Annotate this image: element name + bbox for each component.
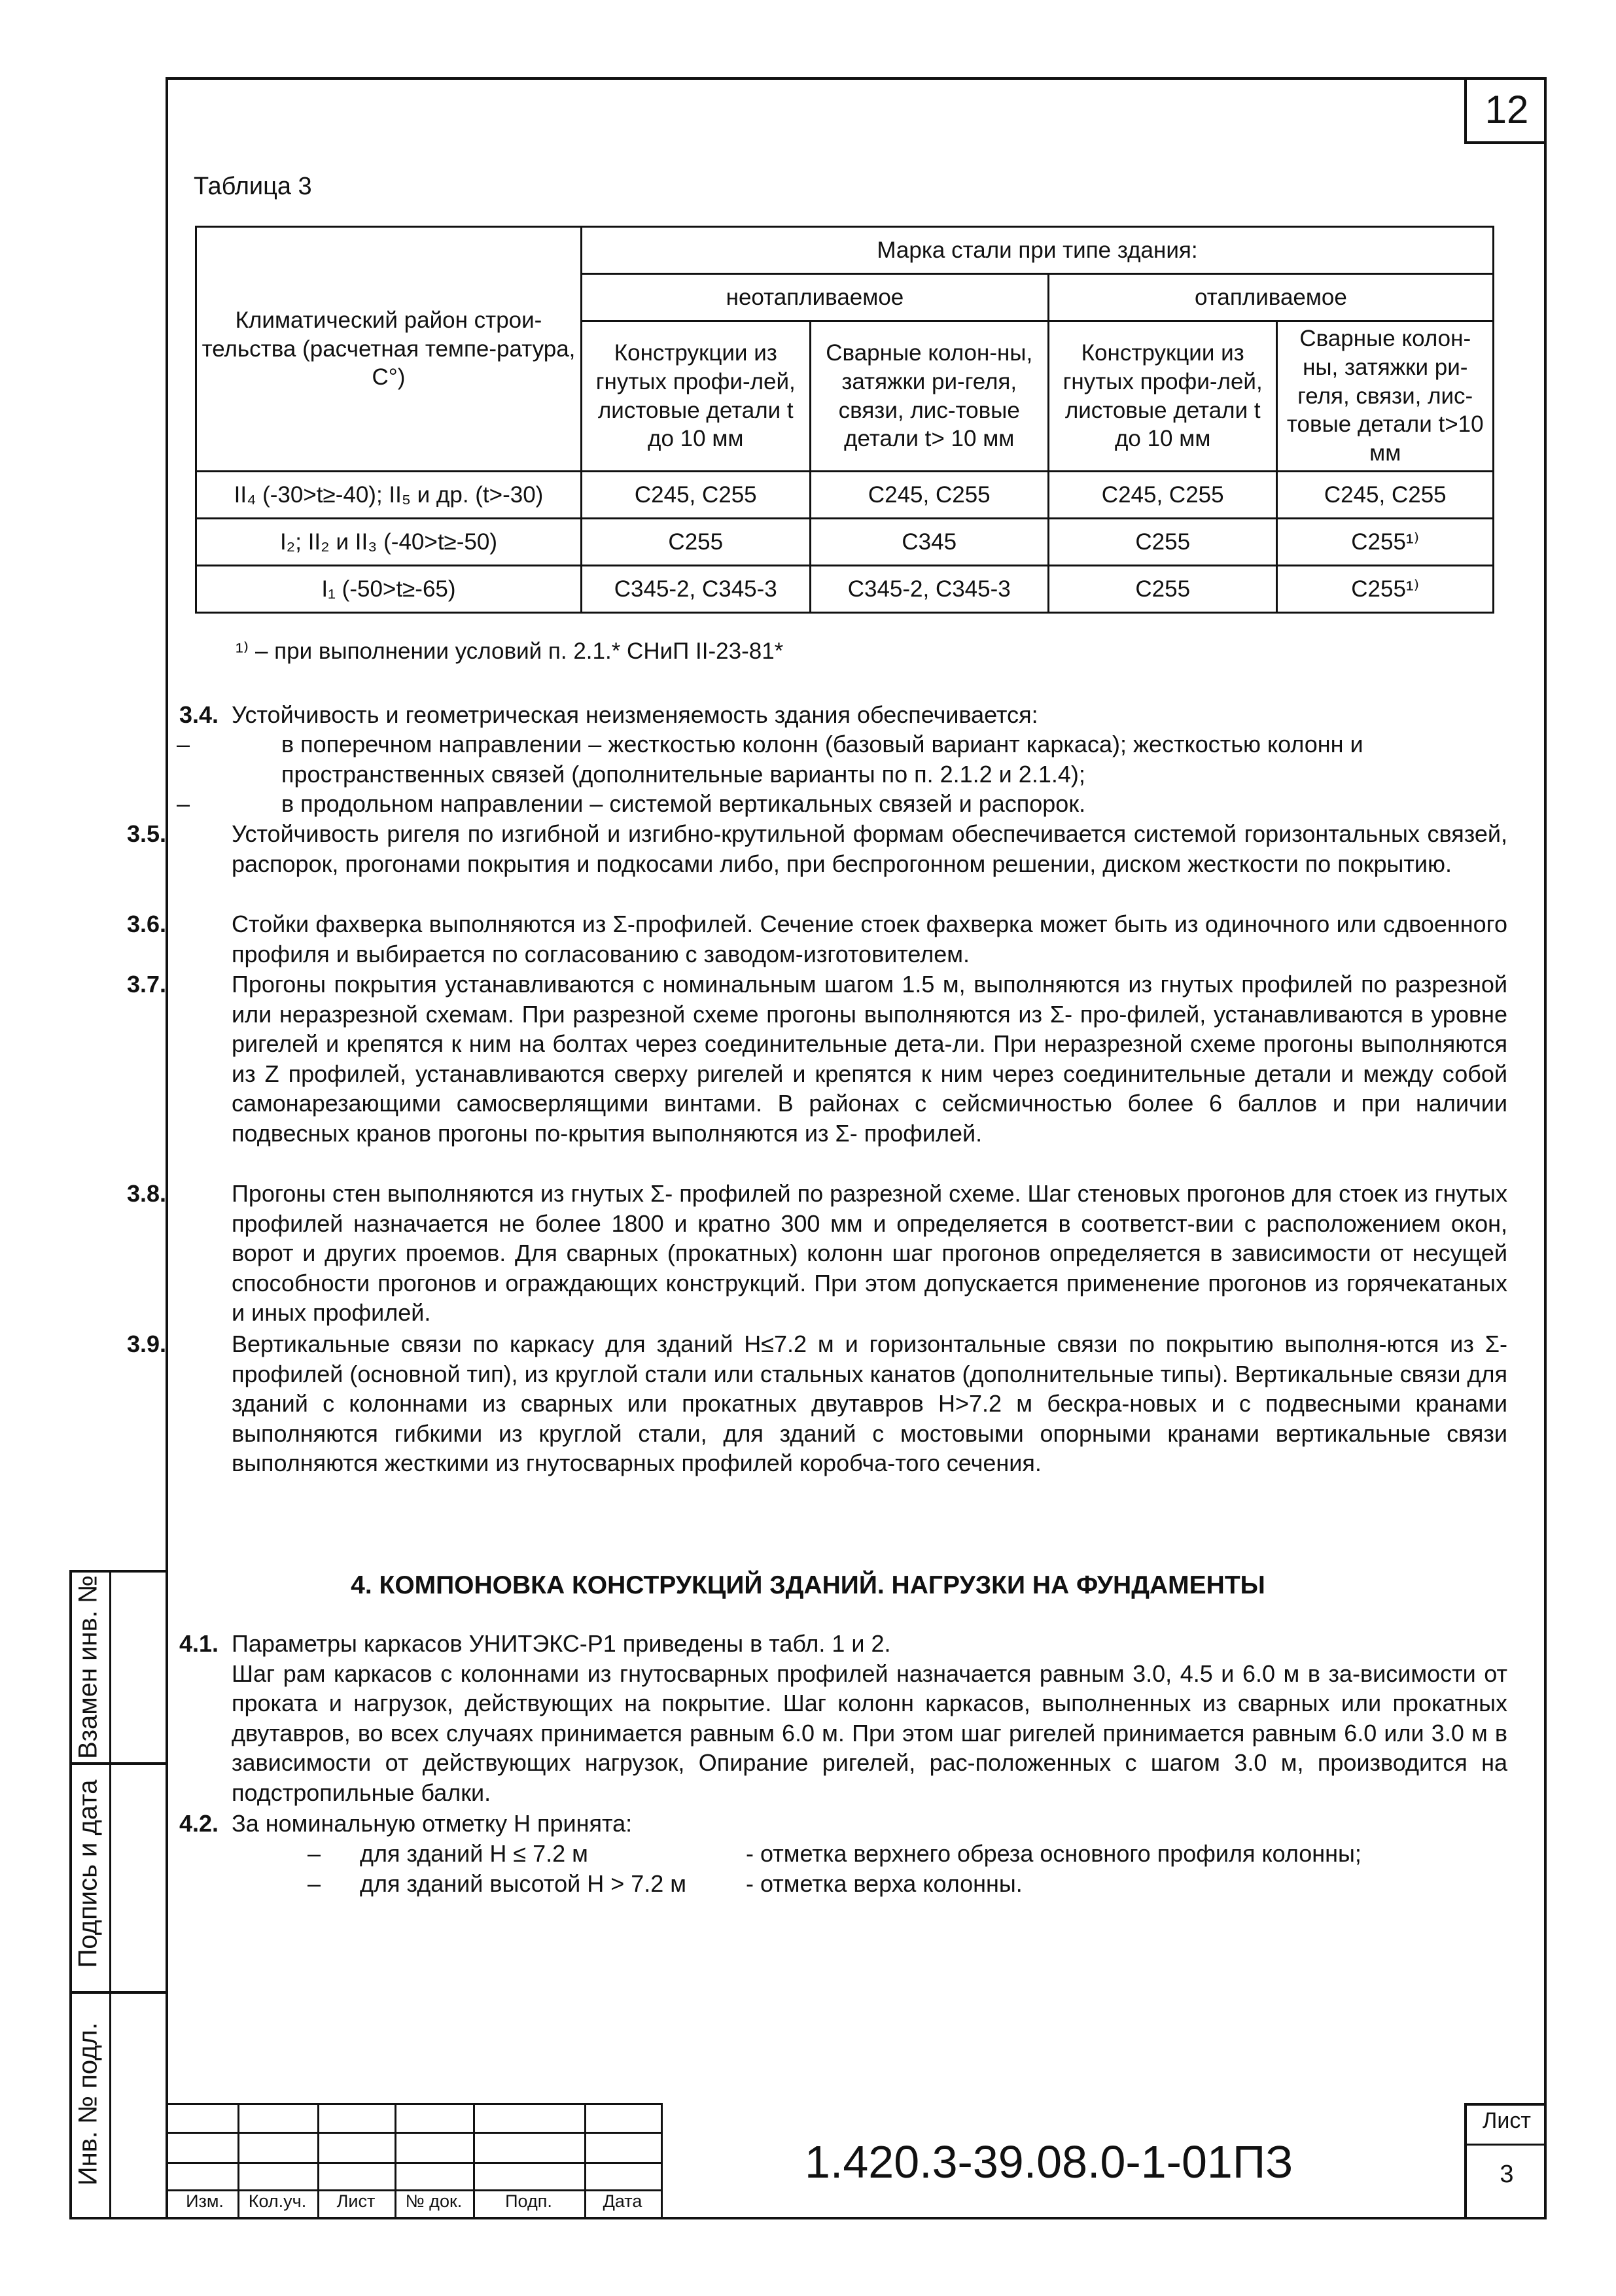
para-number: 4.1. [179, 1630, 219, 1657]
list-item-text: в продольном направлении – системой вертикальных связей и распорок. [281, 790, 1086, 817]
dash-marker: – [307, 1870, 321, 1897]
para-3-7 [127, 969, 1507, 1148]
tb-label-change: Изм. [186, 2191, 224, 2211]
side-stamp-vline [109, 1573, 111, 2217]
para-3-8 [127, 1179, 1507, 1328]
tb-label-sign: Подп. [505, 2191, 552, 2211]
document-code: 1.420.3-39.08.0-1-01ПЗ [805, 2136, 1293, 2187]
para-text: Параметры каркасов УНИТЭКС-Р1 приведены в табл. 1 и 2. [232, 1630, 891, 1657]
grid-line [661, 2103, 663, 2219]
list-item [177, 729, 1511, 789]
header-climate-region: Климатический район строи-тельства (расчетная темпе-ратура, С°) [196, 227, 582, 472]
para-text: Стойки фахверка выполняются из Σ-профилей. Сечение стоек фахверка может быть из одиночного или сдвоенного профиля и выбирается по согласованию с заводом-изготовителем. [232, 911, 1507, 967]
region-cell: II₄ (-30>t≥-40); II₅ и др. (t>-30) [196, 472, 582, 519]
para-4-1 [179, 1629, 1507, 1807]
para-text: Прогоны стен выполняются из гнутых Σ- профилей по разрезной схеме. Шаг стеновых прогонов для стоек из гнутых профилей назначается не более 1800 и кратно 300 мм и определяется в соответст-вии с расположением окон, ворот и других проемов. Для сварных (прокатных) колонн шаг прогонов определяется в зависимости от несущей способности прогонов и ограждающих конструкций. При этом допускается применение прогонов из горячекатаных и иных профилей. [232, 1180, 1507, 1326]
steel-cell: С345 [810, 519, 1048, 566]
sheet-box [1464, 2103, 1547, 2219]
region-cell: I₂; II₂ и II₃ (-40>t≥-50) [196, 519, 582, 566]
steel-cell: С245, С255 [810, 472, 1048, 519]
grid-line [166, 2132, 663, 2134]
region-cell: I₁ (-50>t≥-65) [196, 566, 582, 613]
para-3-5 [127, 819, 1507, 878]
steel-cell: С245, С255 [1277, 472, 1494, 519]
grid-line [166, 2162, 663, 2164]
tb-label-qty: Кол.уч. [248, 2191, 307, 2211]
dash-marker: – [307, 1840, 321, 1867]
sheet-box-top [1464, 2103, 1547, 2106]
steel-cell: С255¹⁾ [1277, 566, 1494, 613]
page-number: 12 [1464, 77, 1547, 144]
para-3-4 [179, 700, 1507, 730]
dash-marker: – [177, 731, 190, 757]
steel-cell: С255 [581, 519, 810, 566]
steel-cell: С345-2, С345-3 [581, 566, 810, 613]
steel-cell: С255 [1048, 566, 1277, 613]
sheet-divider [1467, 2144, 1547, 2146]
grid-line [166, 2103, 663, 2105]
para-text: Шаг рам каркасов с колоннами из гнутосварных профилей назначается равным 3.0, 4.5 и 6.0 м в за-висимости от проката и нагрузок, действующих на покрытие. Шаг колонн каркасов, выполненных из сварных или прокатных двутавров, во всех случаях принимается равным 6.0 м. При этом шаг ригелей принимается равным 6.0 или 3.0 м в зависимости от действующих нагрузок, Опирание ригелей, рас-положенных с шагом 3.0 м, производится на подстропильные балки. [232, 1660, 1507, 1806]
para-3-9 [127, 1329, 1507, 1478]
subheader: Конструкции из гнутых профи-лей, листовые детали t до 10 мм [581, 321, 810, 472]
header-unheated: неотапливаемое [581, 274, 1048, 321]
list-item-text: для зданий H ≤ 7.2 м [360, 1840, 588, 1867]
para-text: Устойчивость и геометрическая неизменяемость здания обеспечивается: [232, 701, 1038, 728]
tb-label-sheet: Лист [336, 2191, 376, 2211]
header-steel-grade: Марка стали при типе здания: [581, 227, 1493, 274]
para-number: 3.6. [127, 911, 167, 937]
tb-label-date: Дата [603, 2191, 642, 2211]
list-item-text: - отметка верхнего обреза основного профиля колонны; [746, 1840, 1361, 1867]
para-4-2 [179, 1809, 1507, 1839]
header-heated: отапливаемое [1048, 274, 1493, 321]
subheader: Сварные колон-ны, затяжки ри-геля, связи, лис-товые детали t> 10 мм [810, 321, 1048, 472]
steel-cell: С345-2, С345-3 [810, 566, 1048, 613]
table-row [196, 472, 1494, 519]
stamp-signature-date: Подпись и дата [73, 1779, 103, 1968]
list-item-text: в поперечном направлении – жесткостью колонн (базовый вариант каркаса); жесткостью колонн и пространственных связей (дополнительные варианты по п. 2.1.2 и 2.1.4); [281, 731, 1363, 788]
steel-cell: С245, С255 [1048, 472, 1277, 519]
list-item-text: - отметка верха колонны. [746, 1870, 1023, 1897]
para-text: Прогоны покрытия устанавливаются с номинальным шагом 1.5 м, выполняются из гнутых профилей по разрезной или неразрезной схемам. При разрезной схеме прогоны выполняются из Σ- про-филей, устанавливаются в уровне ригелей и крепятся к ним на болтах через соединительные дета-ли. При неразрезной схеме прогоны выполняются из Z профилей, устанавливаются сверху ригелей и крепятся к ним через соединительные детали и между собой самонарезающими самосверлящими винтами. В районах с сейсмичностью более 6 баллов и при наличии подвесных кранов прогоны по-крытия выполняются из Σ- профилей. [232, 971, 1507, 1147]
list-item [177, 789, 1511, 819]
stamp-replaces-inv: Взамен инв. № [73, 1574, 103, 1760]
para-text: Вертикальные связи по каркасу для зданий H≤7.2 м и горизонтальные связи по покрытию выполня-ются из Σ-профилей (основной тип), из круглой стали или стальных канатов (дополнительные типы). Вертикальные связи для зданий с колоннами из сварных или прокатных двутавров H>7.2 м бескра-новых и с подвесными кранами выполняются гибкими из круглой стали, для зданий с мостовыми опорными кранами вертикальные связи выполняются жесткими из гнутосварных профилей коробча-того сечения. [232, 1331, 1507, 1476]
steel-grade-table [195, 226, 1494, 614]
steel-cell: С245, С255 [581, 472, 810, 519]
side-stamp-divider [72, 1991, 168, 1994]
para-3-6 [127, 909, 1507, 969]
sheet-number: 3 [1500, 2161, 1514, 2188]
stamp-inv-orig: Инв. № подл. [73, 2022, 103, 2186]
table-footnote: ¹⁾ – при выполнении условий п. 2.1.* СНиП II-23-81* [236, 638, 784, 664]
para-number: 3.8. [127, 1180, 167, 1207]
section-title: 4. КОМПОНОВКА КОНСТРУКЦИЙ ЗДАНИЙ. НАГРУЗКИ НА ФУНДАМЕНТЫ [351, 1571, 1265, 1599]
side-stamp [69, 1570, 168, 2219]
para-number: 3.4. [179, 701, 219, 728]
table-row [196, 566, 1494, 613]
steel-cell: С255¹⁾ [1277, 519, 1494, 566]
para-number: 3.5. [127, 820, 167, 847]
tb-label-doc: № док. [405, 2191, 463, 2211]
table-row [196, 519, 1494, 566]
steel-cell: С255 [1048, 519, 1277, 566]
subheader: Конструкции из гнутых профи-лей, листовые детали t до 10 мм [1048, 321, 1277, 472]
para-number: 4.2. [179, 1810, 219, 1837]
para-number: 3.9. [127, 1331, 167, 1357]
para-text: За номинальную отметку Н принята: [232, 1810, 633, 1837]
subheader: Сварные колон-ны, затяжки ри-геля, связи, лис-товые детали t>10 мм [1277, 321, 1494, 472]
dash-marker: – [177, 790, 190, 817]
table-caption: Таблица 3 [194, 173, 312, 200]
sheet-label: Лист [1483, 2108, 1531, 2133]
para-text: Устойчивость ригеля по изгибной и изгибно-крутильной формам обеспечивается системой горизонтальных связей, распорок, прогонами покрытия и подкосами либо, при беспрогонном решении, диском жесткости по покрытию. [232, 820, 1507, 877]
list-item-text: для зданий высотой H > 7.2 м [360, 1870, 687, 1897]
para-number: 3.7. [127, 971, 167, 998]
